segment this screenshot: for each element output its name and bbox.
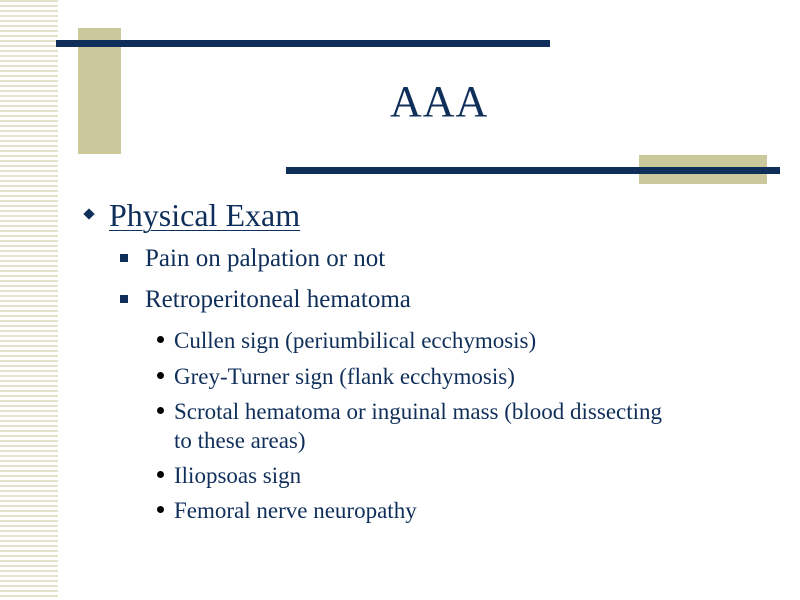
dot-bullet-icon (157, 506, 164, 513)
diamond-bullet-icon (83, 208, 94, 219)
list-item-retroperitoneal-hematoma: Retroperitoneal hematoma (145, 286, 411, 313)
dot-bullet-icon (157, 407, 164, 414)
slide-title: AAA (390, 77, 489, 126)
dot-bullet-icon (157, 336, 164, 343)
square-bullet-icon (120, 295, 128, 303)
square-bullet-icon (120, 254, 128, 262)
list-item-grey-turner-sign: Grey-Turner sign (flank ecchymosis) (174, 364, 515, 389)
list-item-pain-on-palpation: Pain on palpation or not (145, 245, 386, 272)
list-item-femoral-nerve-neuropathy: Femoral nerve neuropathy (174, 498, 417, 523)
dot-bullet-icon (157, 471, 164, 478)
list-item-scrotal-hematoma: Scrotal hematoma or inguinal mass (blood dissecting (174, 399, 663, 424)
list-item-scrotal-hematoma-continued: to these areas) (174, 428, 306, 453)
dot-bullet-icon (157, 372, 164, 379)
heading-physical-exam: Physical Exam (109, 197, 301, 233)
list-item-iliopsoas-sign: Iliopsoas sign (174, 463, 302, 488)
list-item-cullen-sign: Cullen sign (periumbilical ecchymosis) (174, 328, 537, 353)
